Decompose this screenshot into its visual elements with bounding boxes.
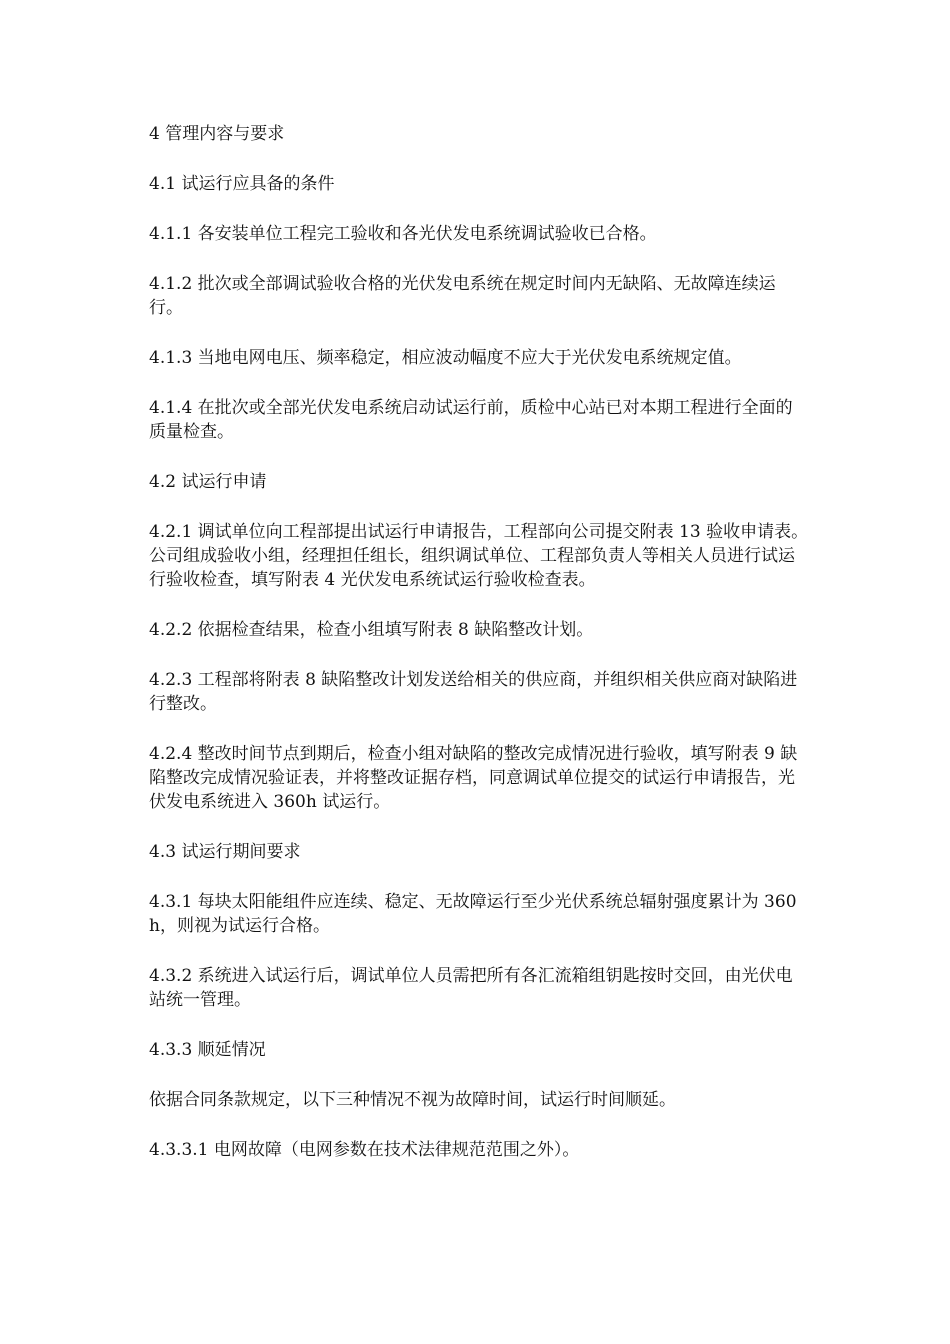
section-heading-4-3: 4.3 试运行期间要求 bbox=[149, 842, 301, 862]
clause-4-1-3: 4.1.3 当地电网电压、频率稳定，相应波动幅度不应大于光伏发电系统规定值。 bbox=[149, 348, 742, 368]
clause-4-3-3-1: 4.3.3.1 电网故障（电网参数在技术法律规范范围之外）。 bbox=[149, 1140, 580, 1160]
document-body bbox=[149, 122, 809, 1188]
section-heading-4-2: 4.2 试运行申请 bbox=[149, 472, 267, 492]
clause-4-2-4: 4.2.4 整改时间节点到期后，检查小组对缺陷的整改完成情况进行验收，填写附表 9 缺陷整改完成情况验证表，并将整改证据存档，同意调试单位提交的试运行申请报告，光伏发电系统进入 360h 试运行。 bbox=[149, 744, 798, 812]
clause-4-1-4: 4.1.4 在批次或全部光伏发电系统启动试运行前，质检中心站已对本期工程进行全面的质量检查。 bbox=[149, 398, 793, 442]
clause-4-3-2: 4.3.2 系统进入试运行后，调试单位人员需把所有各汇流箱组钥匙按时交回，由光伏电站统一管理。 bbox=[149, 966, 793, 1010]
clause-4-2-1: 4.2.1 调试单位向工程部提出试运行申请报告，工程部向公司提交附表 13 验收申请表。公司组成验收小组，经理担任组长，组织调试单位、工程部负责人等相关人员进行试运行验收检查，填写附表 4 光伏发电系统试运行验收检查表。 bbox=[149, 522, 809, 590]
clause-4-2-2: 4.2.2 依据检查结果，检查小组填写附表 8 缺陷整改计划。 bbox=[149, 620, 594, 640]
clause-4-3-1: 4.3.1 每块太阳能组件应连续、稳定、无故障运行至少光伏系统总辐射强度累计为 360h，则视为试运行合格。 bbox=[149, 892, 797, 936]
clause-4-2-3: 4.2.3 工程部将附表 8 缺陷整改计划发送给相关的供应商，并组织相关供应商对缺陷进行整改。 bbox=[149, 670, 798, 714]
clause-4-1-2: 4.1.2 批次或全部调试验收合格的光伏发电系统在规定时间内无缺陷、无故障连续运行。 bbox=[149, 274, 776, 318]
clause-4-1-1: 4.1.1 各安装单位工程完工验收和各光伏发电系统调试验收已合格。 bbox=[149, 224, 657, 244]
section-heading-4-1: 4.1 试运行应具备的条件 bbox=[149, 174, 335, 194]
section-heading-4: 4 管理内容与要求 bbox=[149, 124, 285, 144]
contract-note: 依据合同条款规定，以下三种情况不视为故障时间，试运行时间顺延。 bbox=[149, 1090, 676, 1110]
clause-4-3-3: 4.3.3 顺延情况 bbox=[149, 1040, 266, 1060]
